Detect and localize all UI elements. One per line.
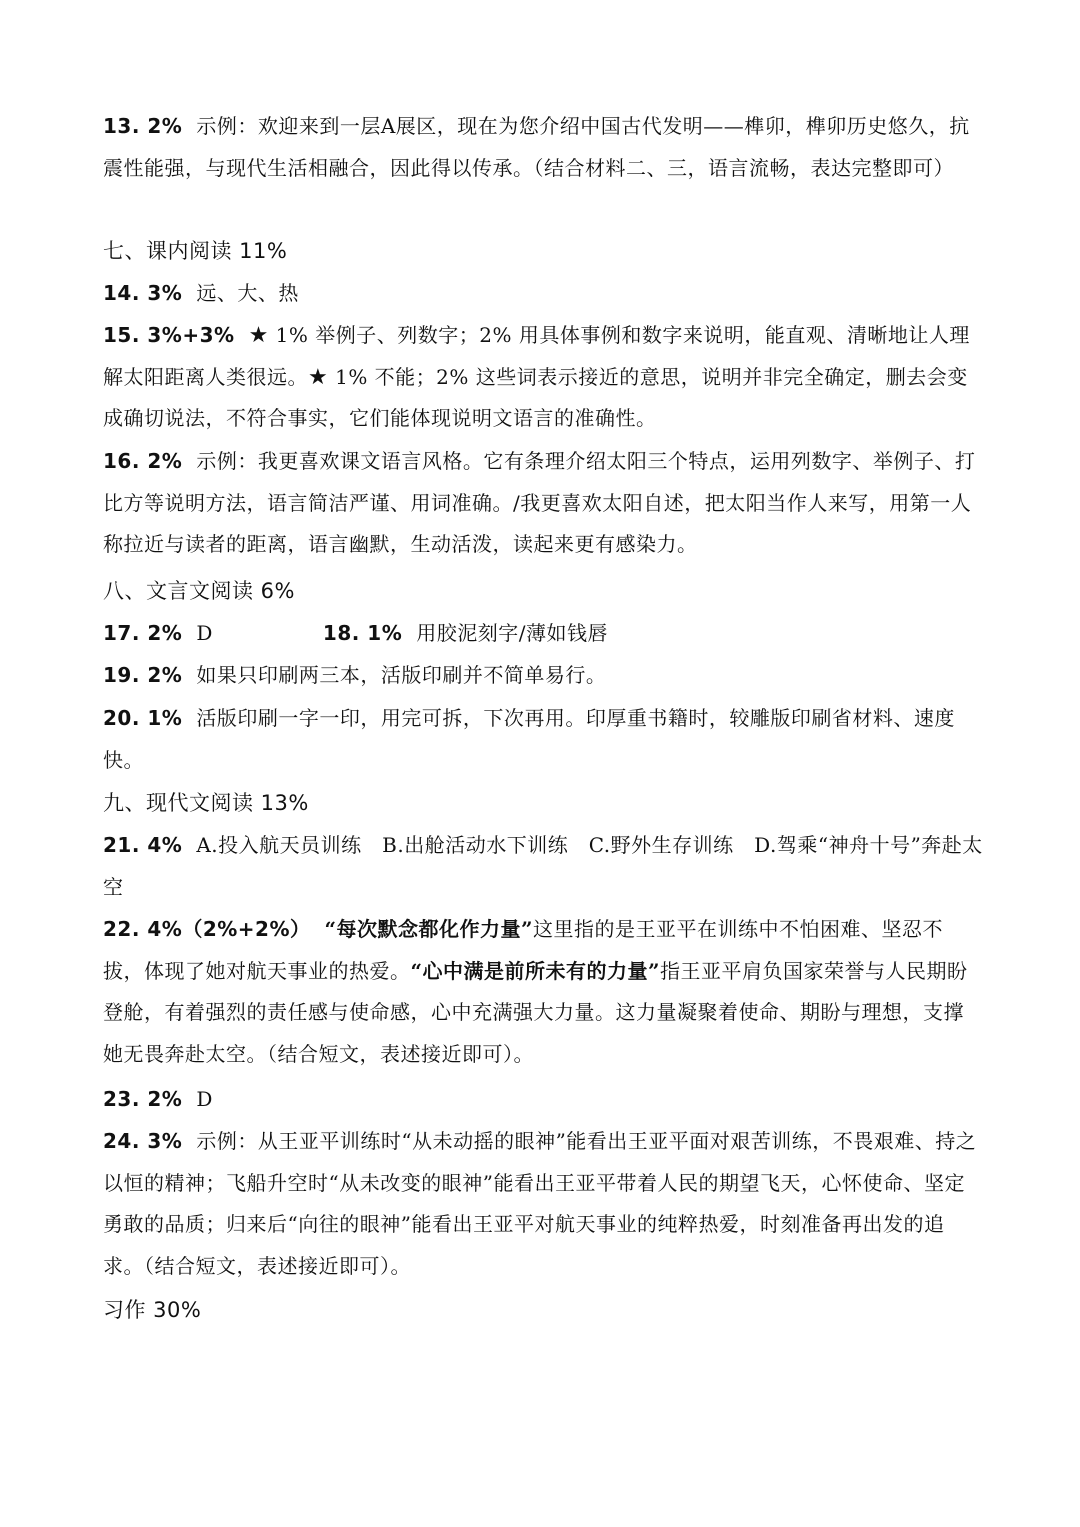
answer-text: D [196, 621, 213, 645]
section-heading-8: 八、文言文阅读 6% [103, 579, 295, 603]
question-number: 14. 3% [103, 281, 183, 305]
answer-text: 示例：从王亚平训练时“从未动摇的眼神”能看出王亚平面对艰苦训练，不畏艰难、持之以恒的精神；飞船升空时“从未改变的眼神”能看出王亚平带着人民的期望飞天，心怀使命、坚定勇敢的品质；归来后“向往的眼神”能看出王亚平对航天事业的纯粹热爱，时刻准备再出发的追求。（结合短文，表述接近即可）。 [103, 1129, 977, 1278]
answer-24 [103, 1121, 983, 1287]
answer-23 [103, 1079, 983, 1121]
star-icon: ★ [308, 364, 329, 390]
answer-text-part2: 1% 不能；2% 这些词表示接近的意思，说明并非完全确定，删去会变成确切说法，不符合事实，它们能体现说明文语言的准确性。 [103, 364, 968, 430]
answer-text-1: 这里指的是王亚平在训练中不怕困难、坚忍不拔，体现了她对航天事业的热爱。 [103, 917, 944, 983]
section-heading-9: 九、现代文阅读 13% [103, 791, 309, 815]
answer-text: 示例：我更喜欢课文语言风格。它有条理介绍太阳三个特点，运用列数字、举例子、打比方等说明方法，语言简洁严谨、用词准确。/我更喜欢太阳自述，把太阳当作人来写，用第一人称拉近与读者的距离，语言幽默，生动活泼，读起来更有感染力。 [103, 449, 976, 556]
question-number: 21. 4% [103, 833, 183, 857]
question-number: 22. 4%（2%+2%） [103, 917, 311, 941]
section-heading-10: 习作 30% [103, 1298, 202, 1322]
question-number: 20. 1% [103, 706, 183, 730]
answer-20 [103, 698, 983, 781]
question-number: 18. 1% [322, 621, 403, 645]
answer-17-18 [103, 613, 983, 655]
question-number: 16. 2% [103, 449, 183, 473]
answer-text: 远、大、热 [196, 281, 299, 305]
answer-13 [103, 106, 983, 189]
answer-15 [103, 315, 983, 440]
question-number: 13. 2% [103, 114, 183, 138]
question-number: 15. 3%+3% [103, 323, 235, 347]
question-number: 24. 3% [103, 1129, 183, 1153]
answer-text-2: 指王亚平肩负国家荣誉与人民期盼登舱，有着强烈的责任感与使命感，心中充满强大力量。这力量凝聚着使命、期盼与理想，支撑她无畏奔赴太空。（结合短文，表述接近即可）。 [103, 958, 968, 1066]
answer-14 [103, 273, 983, 315]
question-number: 17. 2% [103, 621, 183, 645]
question-number: 19. 2% [103, 663, 183, 687]
answer-16 [103, 441, 983, 566]
answer-21 [103, 825, 983, 908]
quote-1: “每次默念都化作力量” [324, 917, 534, 941]
answer-text: 示例：欢迎来到一层A展区，现在为您介绍中国古代发明——榫卯，榫卯历史悠久，抗震性能强，与现代生活相融合，因此得以传承。（结合材料二、三，语言流畅，表达完整即可） [103, 114, 970, 180]
answer-text: D [196, 1087, 213, 1111]
question-number: 23. 2% [103, 1087, 183, 1111]
answer-text: 如果只印刷两三本，活版印刷并不简单易行。 [196, 663, 607, 687]
section-heading-7: 七、课内阅读 11% [103, 239, 288, 263]
answer-22 [103, 909, 983, 1075]
answer-19 [103, 655, 983, 697]
answer-text: A.投入航天员训练 B.出舱活动水下训练 C.野外生存训练 D.驾乘“神舟十号”奔赴太空 [103, 833, 983, 899]
answer-text: 用胶泥刻字/薄如钱唇 [416, 621, 609, 645]
answer-text: 活版印刷一字一印，用完可拆，下次再用。印厚重书籍时，较雕版印刷省材料、速度快。 [103, 706, 955, 772]
star-icon: ★ [248, 323, 269, 348]
answer-text-part1: 1% 举例子、列数字；2% 用具体事例和数字来说明，能直观、清晰地让人理解太阳距离人类很远。 [103, 323, 970, 389]
quote-2: “心中满是前所未有的力量” [410, 958, 661, 983]
